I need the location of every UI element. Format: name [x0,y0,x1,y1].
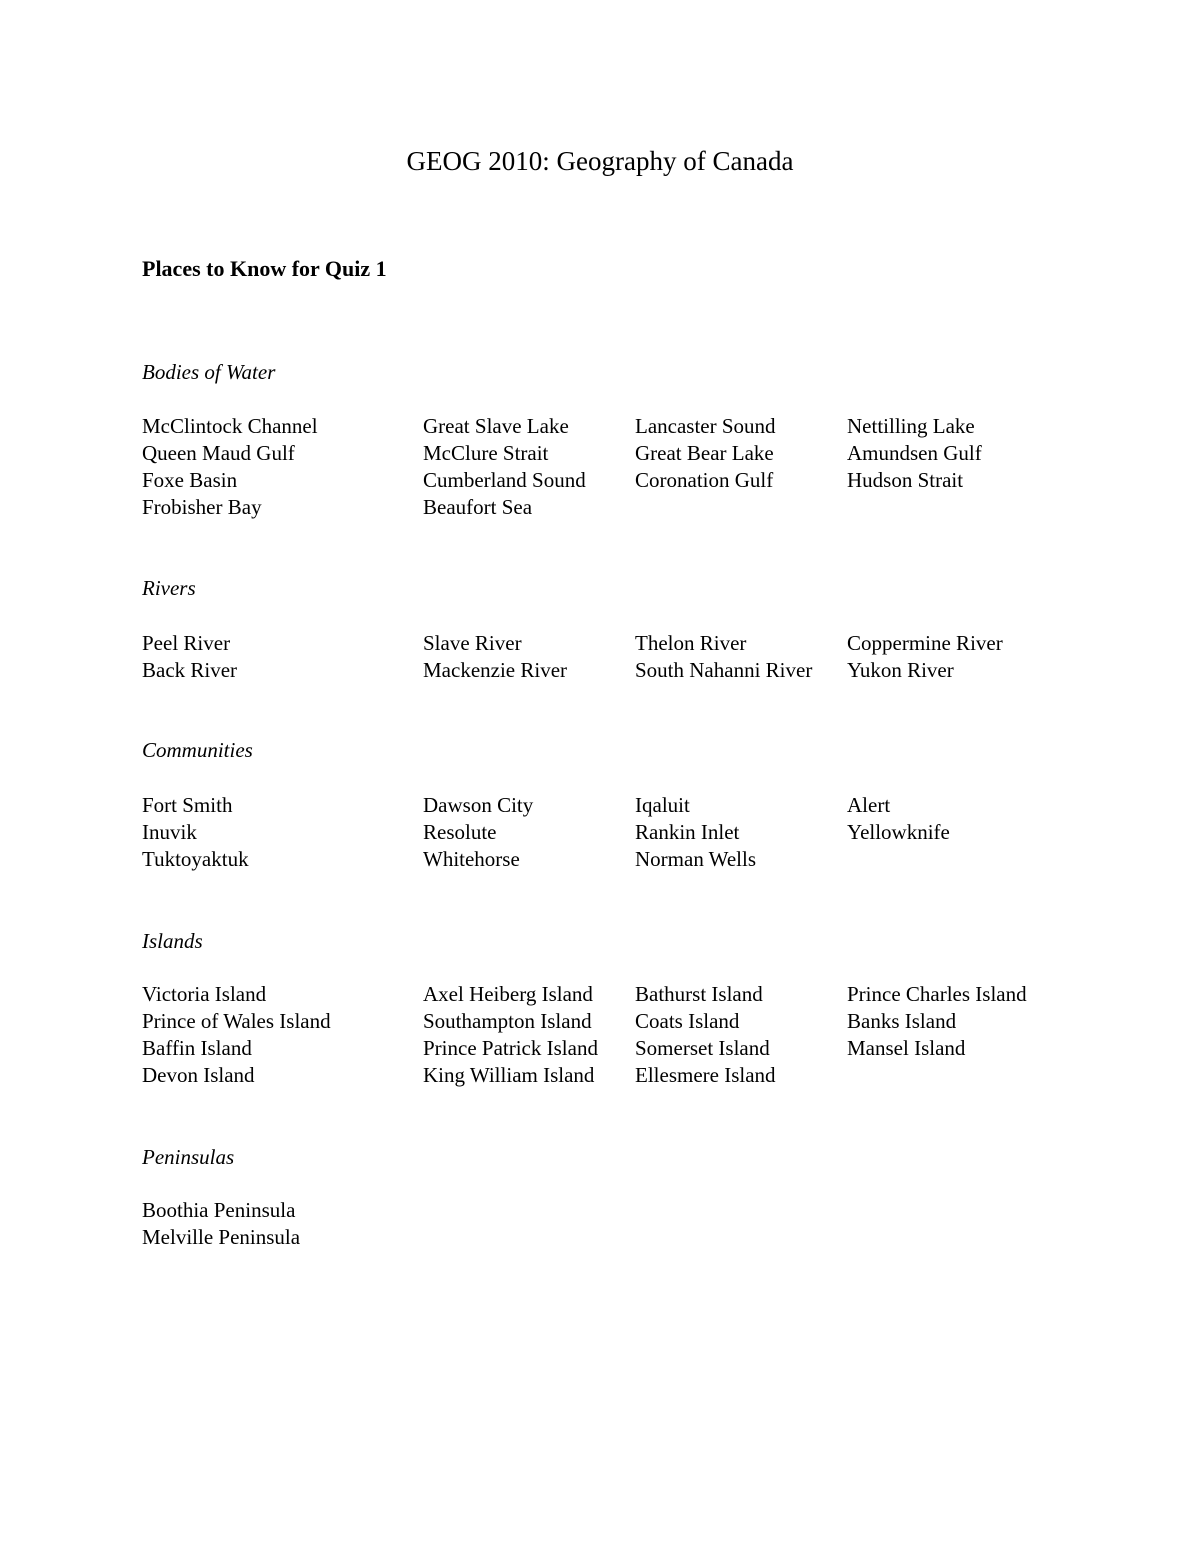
place-name [635,1224,847,1251]
place-name: McClintock Channel [142,414,318,438]
place-name: Cumberland Sound [423,468,586,492]
place-name: Queen Maud Gulf [142,441,295,465]
place-name [635,1197,847,1224]
place-name: Alert [847,793,891,817]
place-name: Dawson City [423,793,534,817]
place-name [847,1062,1062,1089]
place-name: Victoria Island [142,982,267,1006]
place-name: McClure Strait [423,441,549,465]
place-name: Norman Wells [635,847,756,871]
section-label-bodies-of-water: Bodies of Water [142,360,276,384]
place-name: Slave River [423,631,522,655]
place-name: Great Bear Lake [635,441,774,465]
place-name: Yukon River [847,658,954,682]
place-name: Foxe Basin [142,468,238,492]
place-name: Frobisher Bay [142,495,262,519]
bodies-of-water-grid [142,413,1062,521]
place-name: Banks Island [847,1009,957,1033]
place-name: Baffin Island [142,1036,252,1060]
rivers-grid [142,630,1062,684]
place-name [423,1197,635,1224]
place-name: Lancaster Sound [635,414,776,438]
place-name: Axel Heiberg Island [423,982,593,1006]
section-label-islands: Islands [142,929,203,953]
place-name: Nettilling Lake [847,414,975,438]
place-name [423,1224,635,1251]
place-name: Southampton Island [423,1009,592,1033]
peninsulas-grid [142,1197,1062,1251]
place-name: Devon Island [142,1063,255,1087]
place-name: Mackenzie River [423,658,568,682]
place-name [847,1197,1062,1224]
place-name [847,1224,1062,1251]
place-name: Tuktoyaktuk [142,847,249,871]
islands-grid [142,981,1062,1089]
place-name: Prince of Wales Island [142,1009,331,1033]
place-name: King William Island [423,1063,595,1087]
place-name [847,494,1062,521]
place-name: Coats Island [635,1009,740,1033]
place-name: Beaufort Sea [423,495,533,519]
section-label-peninsulas: Peninsulas [142,1145,235,1169]
place-name [847,846,1062,873]
place-name: Great Slave Lake [423,414,569,438]
place-name: Melville Peninsula [142,1225,301,1249]
place-name: Rankin Inlet [635,820,740,844]
course-title: GEOG 2010: Geography of Canada [406,146,794,176]
communities-grid [142,792,1062,873]
quiz-heading: Places to Know for Quiz 1 [142,256,387,281]
section-label-rivers: Rivers [142,576,196,600]
place-name: Yellowknife [847,820,950,844]
place-name: Bathurst Island [635,982,763,1006]
place-name: Iqaluit [635,793,690,817]
place-name: South Nahanni River [635,658,813,682]
place-name: Prince Charles Island [847,982,1027,1006]
place-name: Fort Smith [142,793,233,817]
place-name: Coppermine River [847,631,1003,655]
section-label-communities: Communities [142,738,253,762]
place-name: Coronation Gulf [635,468,774,492]
place-name: Prince Patrick Island [423,1036,598,1060]
place-name [635,494,847,521]
place-name: Somerset Island [635,1036,770,1060]
place-name: Peel River [142,631,231,655]
place-name: Thelon River [635,631,747,655]
place-name: Amundsen Gulf [847,441,982,465]
place-name: Mansel Island [847,1036,966,1060]
place-name: Ellesmere Island [635,1063,776,1087]
place-name: Whitehorse [423,847,520,871]
place-name: Inuvik [142,820,197,844]
place-name: Resolute [423,820,497,844]
place-name: Back River [142,658,238,682]
place-name: Boothia Peninsula [142,1198,296,1222]
place-name: Hudson Strait [847,468,964,492]
